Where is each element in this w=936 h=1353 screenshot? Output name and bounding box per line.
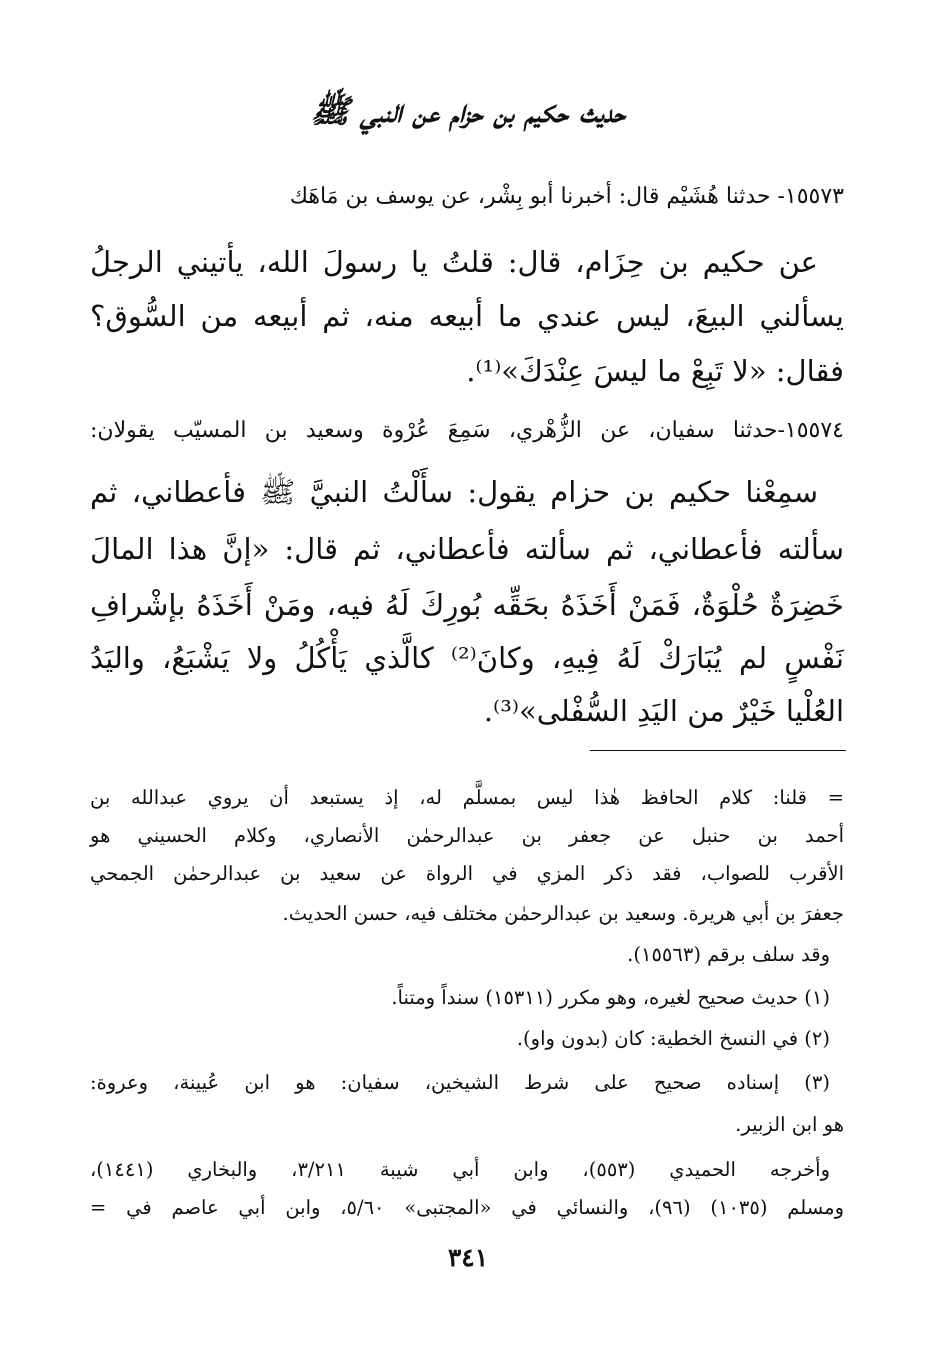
hadith-15574-line-4: نَفْسٍ لم يُبَارَكْ لَهُ فِيهِ، وكانَ⁽²⁾ كالَّذي يَأْكُلُ ولا يَشْبَعُ، واليَدُ bbox=[90, 641, 844, 675]
hadith-15574-line-1: سمِعْنا حكيم بن حزام يقول: سأَلْتُ النبيَّ ﷺ فأعطاني، ثم bbox=[90, 475, 818, 509]
hadith-15574-line-3: خَضِرَةٌ حُلْوَةٌ، فَمَنْ أَخَذَهُ بحَقِّه بُورِكَ لَهُ فيه، ومَنْ أَخَذَهُ بإشْرافِ bbox=[90, 588, 844, 622]
hadith-15573-line-1: عن حكيم بن حِزَام، قال: قلتُ يا رسولَ الله، يأتيني الرجلُ bbox=[90, 245, 818, 279]
hadith-15574-line-5: العُلْيا خَيْرٌ من اليَدِ السُّفْلى»⁽³⁾. bbox=[483, 694, 844, 728]
footnote-continuation-line-4: جعفرَ بن أبي هريرة. وسعيد بن عبدالرحمٰن مختلف فيه، حسن الحديث. bbox=[282, 902, 844, 925]
footnote-continuation-line-1: = قلنا: كلام الحافظ هٰذا ليس بمسلَّم له، إذ يستبعد أن يروي عبدالله بن bbox=[90, 786, 844, 809]
footnote-continuation-line-2: أحمد بن حنبل عن جعفر بن عبدالرحمٰن الأنصاري، وكلام الحسيني هو bbox=[90, 824, 844, 847]
footnote-continuation-line-5: وقد سلف برقم (١٥٥٦٣). bbox=[627, 943, 830, 966]
footnote-2: (٢) في النسخ الخطية: كان (بدون واو). bbox=[516, 1027, 830, 1050]
hadith-15574-header: ١٥٥٧٤-حدثنا سفيان، عن الزُّهْري، سَمِعَ عُرْوة وسعيد بن المسيّب يقولان: bbox=[90, 418, 844, 443]
hadith-15573-line-2: يسألني البيعَ، ليس عندي ما أبيعه منه، ثم أبيعه من السُّوق؟ bbox=[90, 299, 844, 333]
page-number: ٣٤١ bbox=[447, 1243, 489, 1272]
footnote-separator bbox=[590, 750, 846, 751]
footnote-3-line-3: وأخرجه الحميدي (٥٥٣)، وابن أبي شيبة ٣/٢١١، والبخاري (١٤٤١)، bbox=[90, 1158, 831, 1181]
hadith-15574-line-2: سألته فأعطاني، ثم سألته فأعطاني، ثم قال: «إنَّ هذا المالَ bbox=[90, 532, 844, 566]
hadith-15573-line-3: فقال: «لا تَبِعْ ما ليسَ عِنْدَكَ»⁽¹⁾. bbox=[466, 354, 844, 388]
footnote-3-line-2: هو ابن الزبير. bbox=[735, 1113, 844, 1136]
footnote-1: (١) حديث صحيح لغيره، وهو مكرر (١٥٣١١) سنداً ومتناً. bbox=[391, 986, 830, 1009]
footnote-3-line-4: ومسلم (١٠٣٥) (٩٦)، والنسائي في «المجتبى» ٥/٦٠، وابن أبي عاصم في = bbox=[90, 1196, 844, 1219]
footnote-3-line-1: (٣) إسناده صحيح على شرط الشيخين، سفيان: هو ابن عُيينة، وعروة: bbox=[90, 1071, 830, 1094]
hadith-15573-header: ١٥٥٧٣- حدثنا هُشَيْم قال: أخبرنا أبو بِشْر، عن يوسف بن مَاهَك bbox=[289, 184, 844, 209]
page-title: حديث حكيم بن حزام عن النبي ﷺ bbox=[310, 92, 626, 130]
footnote-continuation-line-3: الأقرب للصواب، فقد ذكر المزي في الرواة عن سعيد بن عبدالرحمٰن الجمحي bbox=[90, 862, 844, 885]
